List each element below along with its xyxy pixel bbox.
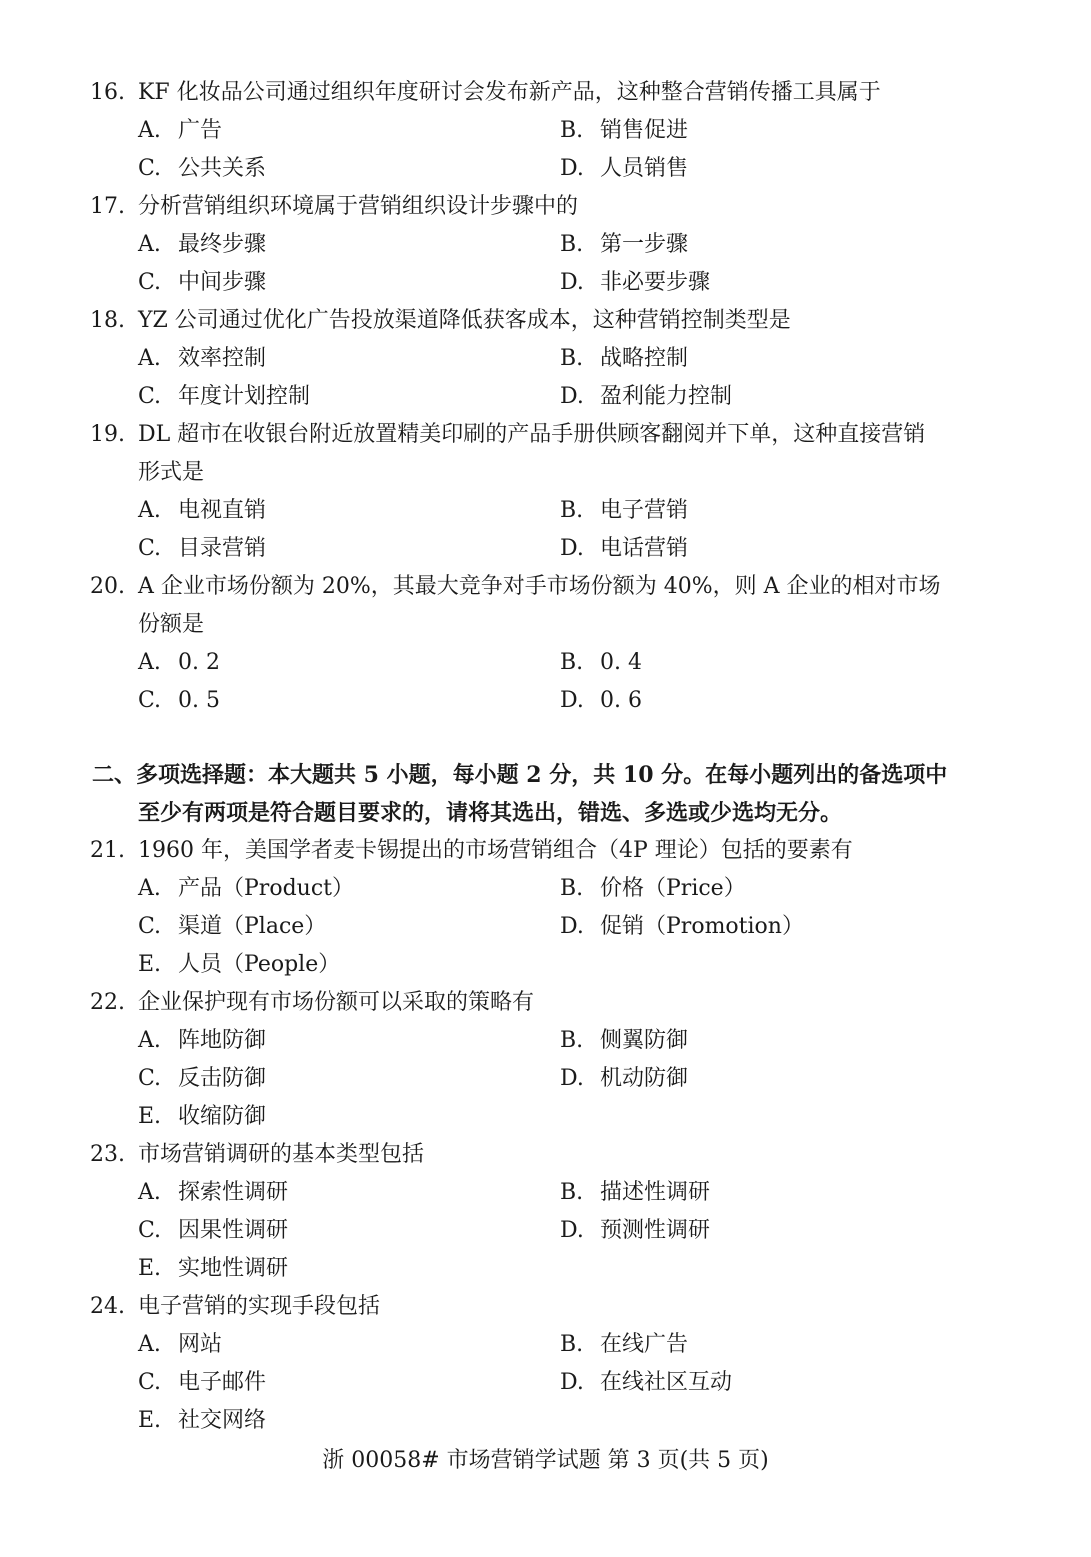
option-item [560, 496, 688, 526]
option-label: B. [560, 1332, 584, 1357]
option-text: 公共关系 [178, 156, 267, 181]
option-item [560, 648, 642, 678]
option-text: 盈利能力控制 [600, 384, 733, 409]
option-item [560, 534, 688, 564]
question-text: A 企业市场份额为 20%，其最大竞争对手市场份额为 40%，则 A 企业的相对市场 [138, 574, 941, 599]
option-label: D. [560, 1370, 584, 1395]
option-item [138, 874, 354, 904]
option-label: C. [138, 688, 162, 713]
option-text: 产品（Product） [178, 876, 354, 901]
option-item [560, 1368, 732, 1398]
option-text: 人员（People） [178, 952, 341, 977]
option-text: 年度计划控制 [178, 384, 311, 409]
option-item [138, 686, 220, 716]
option-text: 阵地防御 [178, 1028, 267, 1053]
option-label: E. [138, 952, 162, 977]
option-text: 渠道（Place） [178, 914, 327, 939]
option-text: 因果性调研 [178, 1218, 289, 1243]
question-text: 分析营销组织环境属于营销组织设计步骤中的 [138, 194, 579, 219]
option-text: 在线广告 [600, 1332, 689, 1357]
question-text: 份额是 [138, 612, 205, 637]
option-item [138, 1064, 266, 1094]
question-text: KF 化妆品公司通过组织年度研讨会发布新产品，这种整合营销传播工具属于 [138, 80, 881, 105]
option-item [560, 268, 710, 298]
option-item [560, 874, 746, 904]
question-text: 1960 年，美国学者麦卡锡提出的市场营销组合（4P 理论）包括的要素有 [138, 838, 853, 863]
option-label: B. [560, 1028, 584, 1053]
option-text: 0. 5 [178, 688, 220, 713]
option-label: A. [138, 1332, 161, 1357]
question-number: 24. [90, 1294, 125, 1319]
option-label: B. [560, 346, 584, 371]
option-label: B. [560, 650, 584, 675]
question-number: 18. [90, 308, 125, 333]
option-label: D. [560, 384, 584, 409]
option-label: C. [138, 536, 162, 561]
option-item [138, 382, 310, 412]
option-label: A. [138, 498, 161, 523]
option-label: A. [138, 1180, 161, 1205]
option-label: C. [138, 1066, 162, 1091]
question-text: 市场营销调研的基本类型包括 [138, 1142, 425, 1167]
option-text: 价格（Price） [600, 876, 746, 901]
option-label: C. [138, 384, 162, 409]
option-label: B. [560, 876, 584, 901]
option-label: D. [560, 914, 584, 939]
option-item [138, 1368, 266, 1398]
option-item [138, 1406, 266, 1436]
option-text: 促销（Promotion） [600, 914, 804, 939]
option-item [560, 1178, 710, 1208]
option-item [138, 496, 266, 526]
option-text: 最终步骤 [178, 232, 267, 257]
option-text: 非必要步骤 [600, 270, 711, 295]
option-text: 战略控制 [600, 346, 689, 371]
option-item [138, 1026, 266, 1056]
option-text: 第一步骤 [600, 232, 689, 257]
option-label: B. [560, 1180, 584, 1205]
option-text: 0. 6 [600, 688, 642, 713]
question-text: YZ 公司通过优化广告投放渠道降低获客成本，这种营销控制类型是 [138, 308, 791, 333]
option-text: 网站 [178, 1332, 223, 1357]
option-item [560, 116, 688, 146]
option-text: 中间步骤 [178, 270, 267, 295]
option-item [560, 382, 732, 412]
option-text: 实地性调研 [178, 1256, 289, 1281]
option-text: 目录营销 [178, 536, 267, 561]
option-item [138, 1254, 288, 1284]
option-item [138, 1330, 222, 1360]
page-footer: 浙 00058# 市场营销学试题 第 3 页(共 5 页) [322, 1448, 769, 1473]
option-label: A. [138, 232, 161, 257]
option-label: A. [138, 346, 161, 371]
option-label: D. [560, 1066, 584, 1091]
question-number: 21. [90, 838, 125, 863]
question-text: 企业保护现有市场份额可以采取的策略有 [138, 990, 535, 1015]
option-label: B. [560, 498, 584, 523]
section-heading: 二、多项选择题：本大题共 5 小题，每小题 2 分，共 10 分。在每小题列出的备选项中 [92, 762, 948, 788]
option-text: 探索性调研 [178, 1180, 289, 1205]
option-item [560, 686, 642, 716]
option-label: B. [560, 118, 584, 143]
option-label: C. [138, 270, 162, 295]
question-number: 23. [90, 1142, 125, 1167]
option-label: D. [560, 1218, 584, 1243]
option-text: 反击防御 [178, 1066, 267, 1091]
option-item [138, 230, 266, 260]
option-item [560, 154, 688, 184]
option-text: 电视直销 [178, 498, 267, 523]
question-number: 22. [90, 990, 125, 1015]
option-text: 在线社区互动 [600, 1370, 733, 1395]
question-number: 17. [90, 194, 125, 219]
option-text: 效率控制 [178, 346, 267, 371]
option-label: A. [138, 650, 161, 675]
option-item [138, 1102, 266, 1132]
option-item [138, 1216, 288, 1246]
option-item [138, 950, 340, 980]
option-item [560, 1064, 688, 1094]
option-item [138, 648, 220, 678]
option-label: C. [138, 1370, 162, 1395]
option-item [560, 1026, 688, 1056]
option-item [560, 344, 688, 374]
option-item [138, 912, 326, 942]
option-label: E. [138, 1408, 162, 1433]
option-label: D. [560, 270, 584, 295]
option-text: 收缩防御 [178, 1104, 267, 1129]
option-label: C. [138, 156, 162, 181]
option-item [138, 534, 266, 564]
option-text: 电子营销 [600, 498, 689, 523]
option-item [138, 1178, 288, 1208]
option-item [560, 230, 688, 260]
option-text: 0. 2 [178, 650, 220, 675]
option-label: A. [138, 876, 161, 901]
question-text: 形式是 [138, 460, 205, 485]
question-number: 19. [90, 422, 125, 447]
option-text: 电子邮件 [178, 1370, 267, 1395]
option-label: E. [138, 1256, 162, 1281]
option-text: 侧翼防御 [600, 1028, 689, 1053]
question-number: 20. [90, 574, 125, 599]
option-text: 预测性调研 [600, 1218, 711, 1243]
option-item [138, 268, 266, 298]
option-label: A. [138, 1028, 161, 1053]
question-number: 16. [90, 80, 125, 105]
option-label: A. [138, 118, 161, 143]
option-item [138, 154, 266, 184]
option-text: 广告 [178, 118, 223, 143]
option-label: D. [560, 536, 584, 561]
option-text: 社交网络 [178, 1408, 267, 1433]
option-label: E. [138, 1104, 162, 1129]
option-item [560, 1216, 710, 1246]
question-text: DL 超市在收银台附近放置精美印刷的产品手册供顾客翻阅并下单，这种直接营销 [138, 422, 926, 447]
option-item [560, 1330, 688, 1360]
option-text: 销售促进 [600, 118, 689, 143]
option-text: 人员销售 [600, 156, 689, 181]
option-label: B. [560, 232, 584, 257]
option-item [560, 912, 804, 942]
option-text: 机动防御 [600, 1066, 689, 1091]
option-text: 0. 4 [600, 650, 642, 675]
option-text: 电话营销 [600, 536, 689, 561]
option-item [138, 344, 266, 374]
option-label: C. [138, 914, 162, 939]
option-label: C. [138, 1218, 162, 1243]
option-label: D. [560, 156, 584, 181]
section-heading-cont: 至少有两项是符合题目要求的，请将其选出，错选、多选或少选均无分。 [138, 800, 843, 826]
question-text: 电子营销的实现手段包括 [138, 1294, 381, 1319]
option-item [138, 116, 222, 146]
option-label: D. [560, 688, 584, 713]
option-text: 描述性调研 [600, 1180, 711, 1205]
